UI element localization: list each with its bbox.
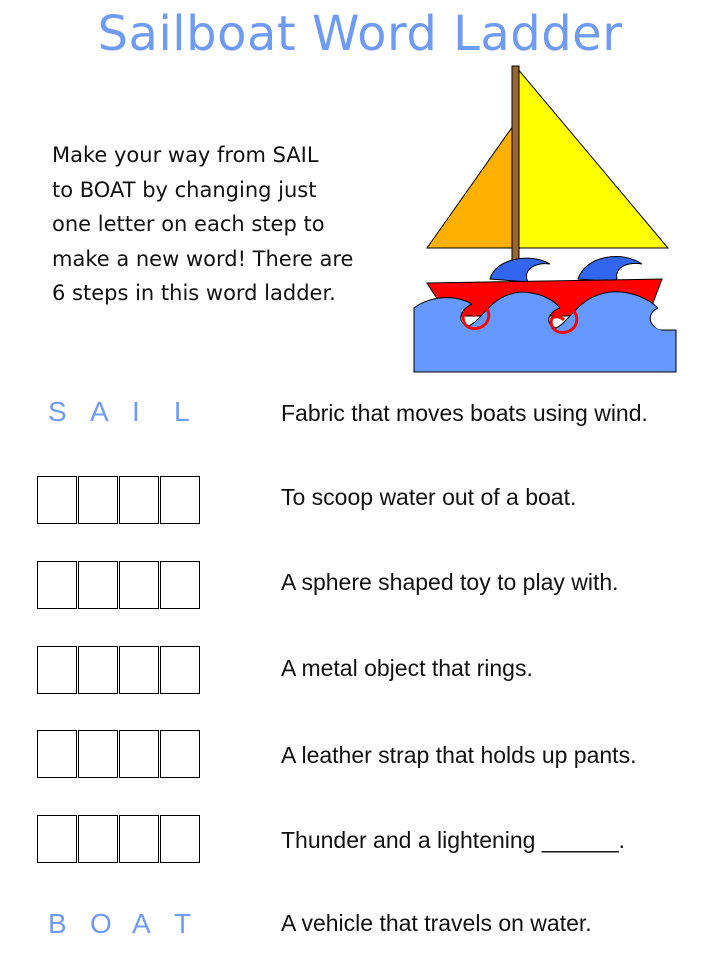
letter-box[interactable]: [37, 646, 77, 694]
letter-box[interactable]: [37, 561, 77, 609]
clue-7: A vehicle that travels on water.: [281, 910, 592, 936]
start-letter: A: [90, 396, 109, 427]
page-title: Sailboat Word Ladder: [97, 6, 623, 62]
letter-box[interactable]: [119, 646, 159, 694]
letter-box[interactable]: [119, 476, 159, 524]
clue-5: A leather strap that holds up pants.: [281, 742, 637, 768]
letter-box[interactable]: [119, 561, 159, 609]
end-letter: T: [174, 908, 192, 939]
answer-row-2: [37, 561, 201, 609]
clue-3: A sphere shaped toy to play with.: [281, 569, 619, 595]
right-sail: [517, 68, 668, 248]
clue-2: To scoop water out of a boat.: [281, 484, 577, 510]
letter-box[interactable]: [160, 476, 200, 524]
instructions: [52, 138, 382, 311]
clue-4: A metal object that rings.: [281, 655, 533, 681]
sailboat-illustration: [410, 64, 680, 374]
letter-box[interactable]: [119, 730, 159, 778]
start-word: [48, 396, 216, 428]
letter-box[interactable]: [78, 730, 118, 778]
letter-box[interactable]: [119, 815, 159, 863]
end-letter: B: [48, 908, 67, 939]
start-letter: L: [174, 396, 190, 427]
clue-1: Fabric that moves boats using wind.: [281, 400, 648, 426]
answer-row-5: [37, 815, 201, 863]
instructions-line: 6 steps in this word ladder.: [52, 281, 336, 305]
back-wave: [578, 257, 642, 282]
letter-box[interactable]: [78, 476, 118, 524]
end-word: [48, 908, 216, 940]
letter-box[interactable]: [37, 815, 77, 863]
letter-box[interactable]: [78, 646, 118, 694]
instructions-line: Make your way from SAIL: [52, 143, 319, 167]
mast: [512, 66, 519, 286]
wave-curl: [654, 307, 673, 328]
answer-row-3: [37, 646, 201, 694]
instructions-line: one letter on each step to: [52, 212, 325, 236]
water: [414, 292, 676, 372]
letter-box[interactable]: [78, 561, 118, 609]
clue-6: Thunder and a lightening ______.: [281, 827, 626, 853]
letter-box[interactable]: [160, 730, 200, 778]
end-letter: A: [132, 908, 151, 939]
start-letter: I: [132, 396, 140, 427]
letter-box[interactable]: [37, 730, 77, 778]
back-wave: [490, 258, 550, 282]
letter-box[interactable]: [78, 815, 118, 863]
instructions-line: to BOAT by changing just: [52, 177, 317, 202]
letter-box[interactable]: [37, 476, 77, 524]
answer-row-4: [37, 730, 201, 778]
left-sail: [427, 126, 513, 248]
start-letter: S: [48, 396, 67, 427]
letter-box[interactable]: [160, 561, 200, 609]
instructions-line: make a new word! There are: [52, 246, 354, 271]
end-letter: O: [90, 908, 112, 939]
letter-box[interactable]: [160, 815, 200, 863]
letter-box[interactable]: [160, 646, 200, 694]
answer-row-1: [37, 476, 201, 524]
